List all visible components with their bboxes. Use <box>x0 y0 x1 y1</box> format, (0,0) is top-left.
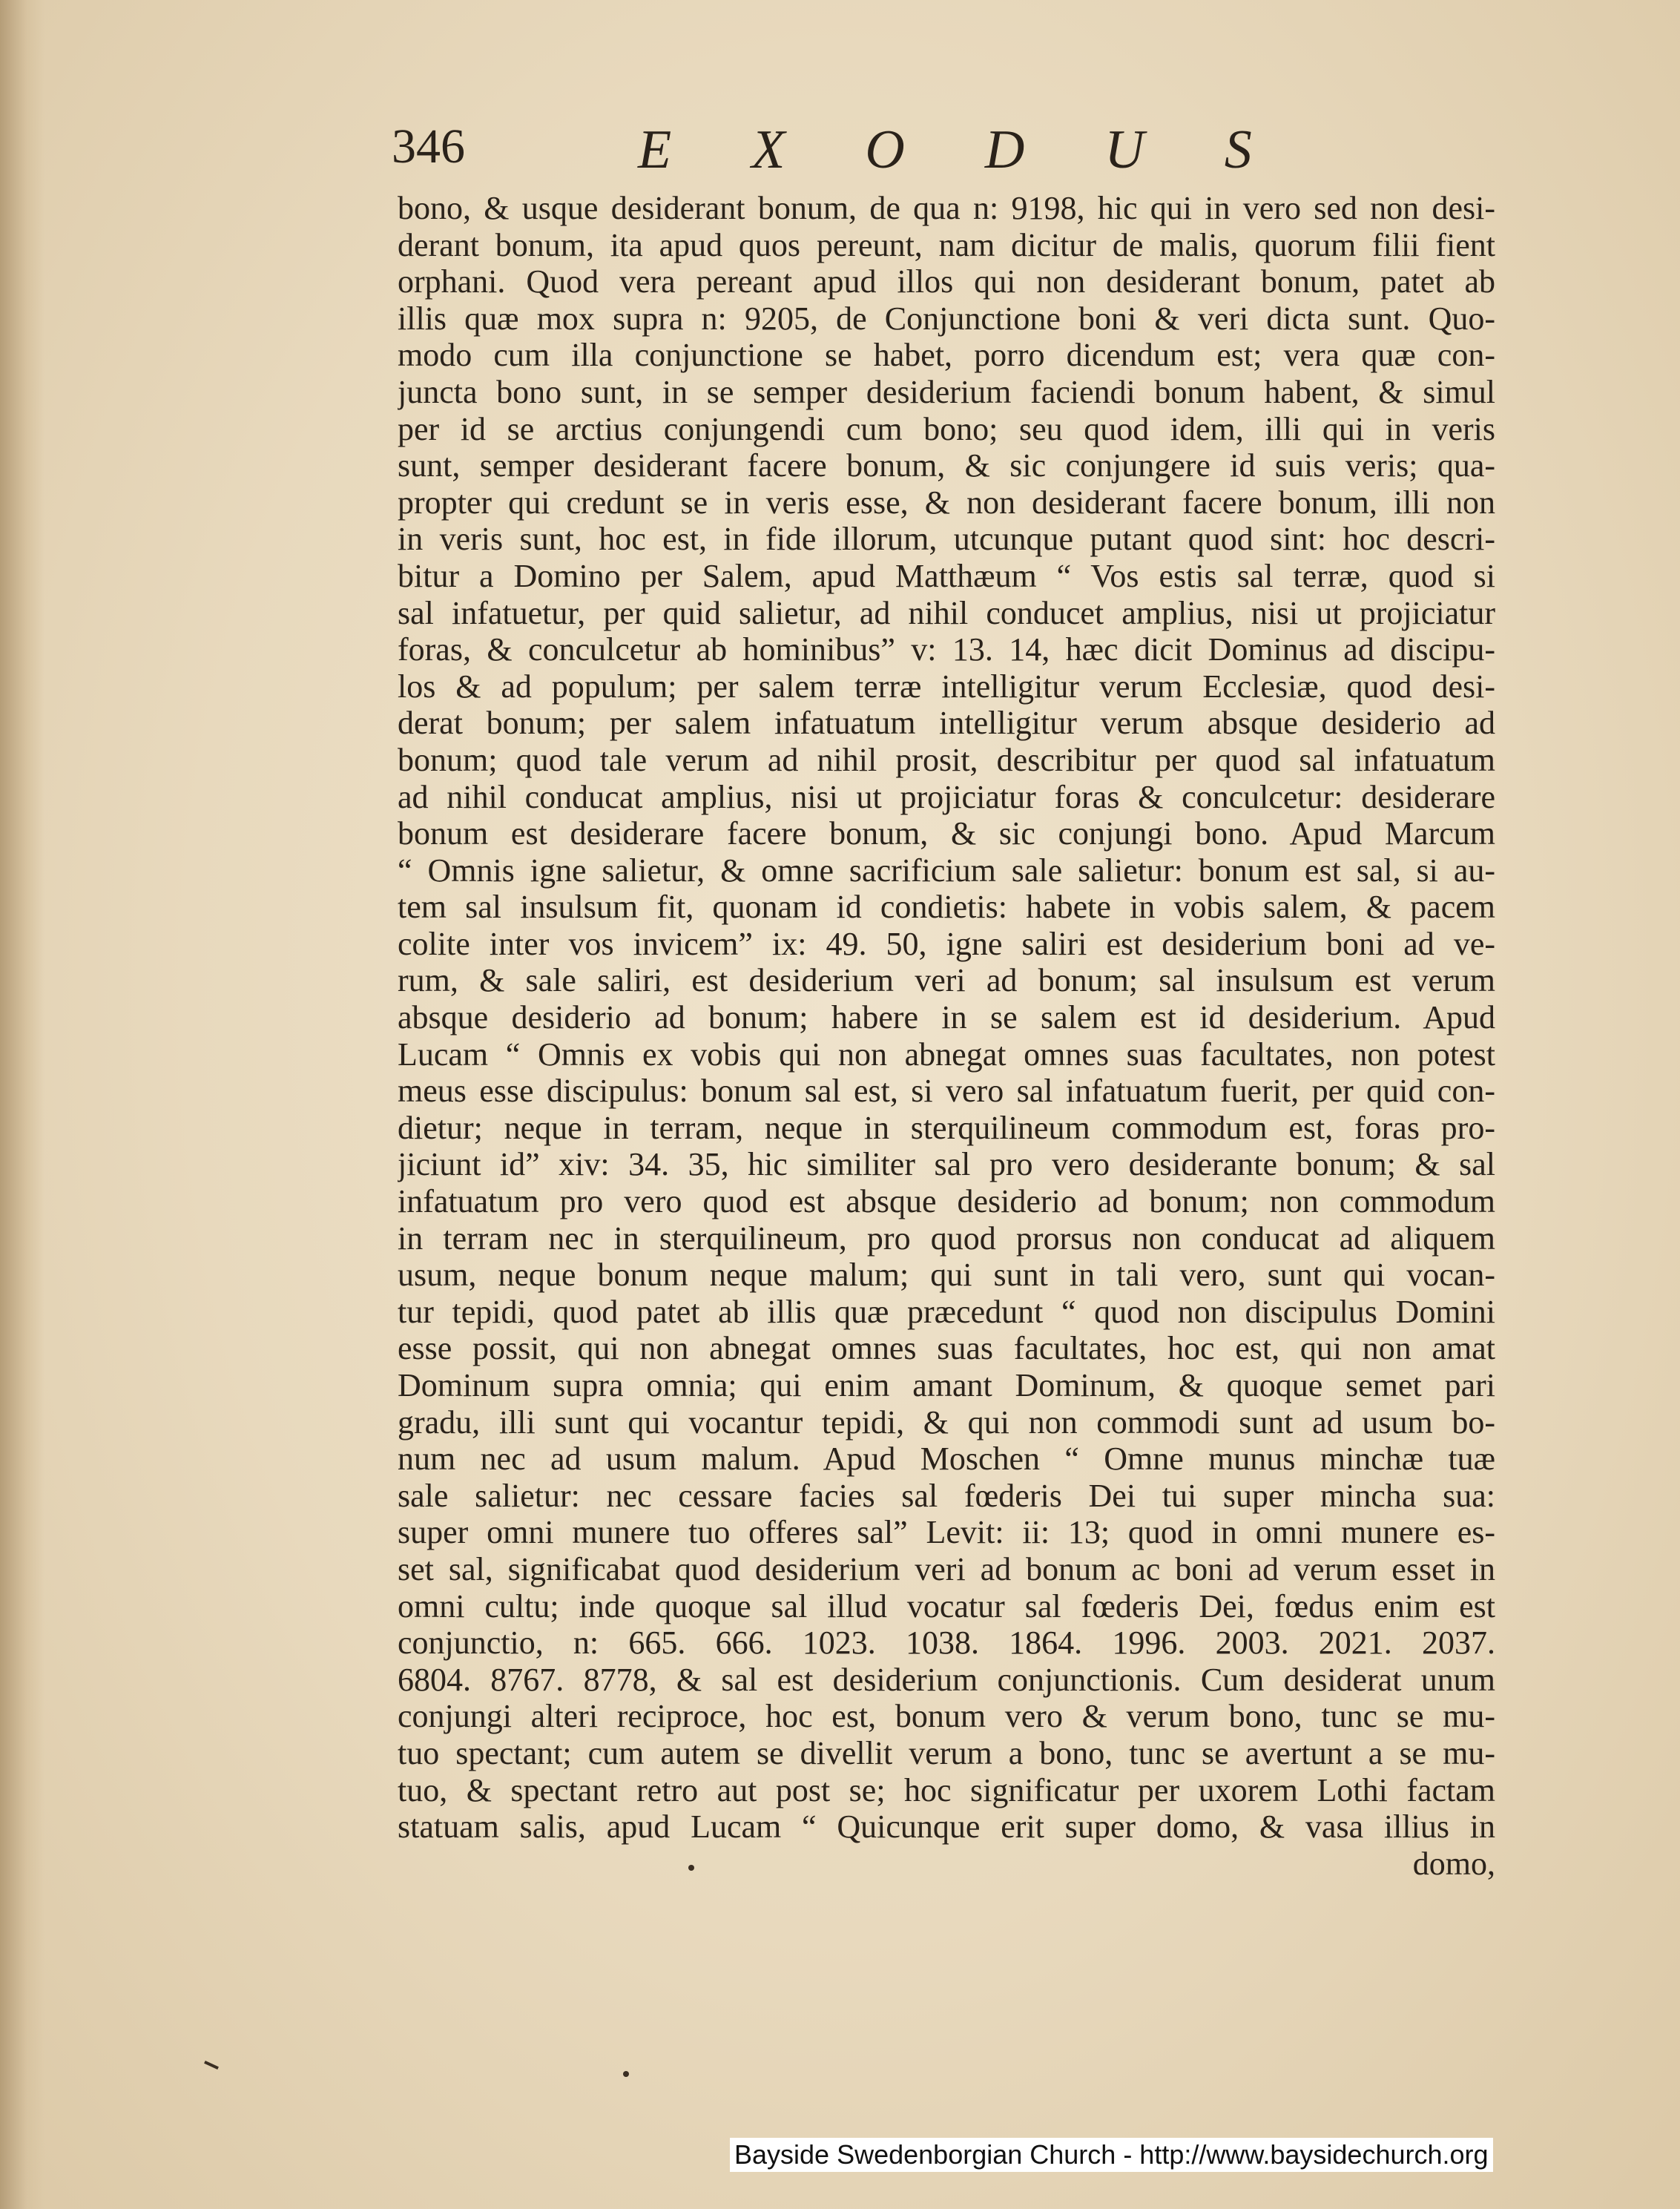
text-line: in veris sunt, hoc est, in fide illorum, utcunque putant quod sint: hoc descri- <box>398 521 1495 558</box>
text-line: propter qui credunt se in veris esse, & non desiderant facere bonum, illi non <box>398 484 1495 521</box>
text-line: los & ad populum; per salem terræ intelligitur verum Ecclesiæ, quod desi- <box>398 668 1495 705</box>
text-line: infatuatum pro vero quod est absque desiderio ad bonum; non commodum <box>398 1183 1495 1220</box>
text-line: sale salietur: nec cessare facies sal fœderis Dei tui super mincha sua: <box>398 1477 1495 1514</box>
text-line: 6804. 8767. 8778, & sal est desiderium conjunctionis. Cum desiderat unum <box>398 1661 1495 1698</box>
text-line: meus esse discipulus: bonum sal est, si vero sal infatuatum fuerit, per quid con- <box>398 1073 1495 1110</box>
text-line: tem sal insulsum fit, quonam id condietis: habete in vobis salem, & pacem <box>398 889 1495 926</box>
text-line: absque desiderio ad bonum; habere in se salem est id desiderium. Apud <box>398 999 1495 1036</box>
text-line: statuam salis, apud Lucam “ Quicunque erit super domo, & vasa illius in <box>398 1808 1495 1846</box>
text-line: super omni munere tuo offeres sal” Levit: ii: 13; quod in omni munere es- <box>398 1514 1495 1551</box>
text-line: illis quæ mox supra n: 9205, de Conjunctione boni & veri dicta sunt. Quo- <box>398 300 1495 337</box>
text-line: sunt, semper desiderant facere bonum, & sic conjungere id suis veris; qua- <box>398 447 1495 484</box>
text-line: bitur a Domino per Salem, apud Matthæum “ Vos estis sal terræ, quod si <box>398 557 1495 594</box>
text-line: Dominum supra omnia; qui enim amant Dominum, & quoque semet pari <box>398 1367 1495 1403</box>
text-line: esse possit, qui non abnegat omnes suas facultates, hoc est, qui non amat <box>398 1330 1495 1367</box>
text-line: per id se arctius conjungendi cum bono; seu quod idem, illi qui in veris <box>398 410 1495 447</box>
footer-credit: Bayside Swedenborgian Church - http://www.baysidechurch.org <box>730 2138 1493 2172</box>
text-line: tuo, & spectant retro aut post se; hoc significatur per uxorem Lothi factam <box>398 1771 1495 1808</box>
text-line: derat bonum; per salem infatuatum intelligitur verum absque desiderio ad <box>398 705 1495 742</box>
running-head: EXODUS <box>638 119 1332 180</box>
text-line: set sal, significabat quod desiderium veri ad bonum ac boni ad verum esset in <box>398 1550 1495 1587</box>
page-number: 346 <box>392 119 465 174</box>
text-line: bonum; quod tale verum ad nihil prosit, describitur per quod sal infatuatum <box>398 741 1495 778</box>
text-line: domo, <box>1412 1845 1495 1882</box>
page-spine-shadow <box>0 0 45 2209</box>
text-line: in terram nec in sterquilineum, pro quod prorsus non conducat ad aliquem <box>398 1219 1495 1257</box>
ink-dot <box>688 1865 694 1871</box>
ink-dot <box>623 2071 629 2077</box>
text-line: bono, & usque desiderant bonum, de qua n: 9198, hic qui in vero sed non desi- <box>398 190 1495 226</box>
text-line: gradu, illi sunt qui vocantur tepidi, & qui non commodi sunt ad usum bo- <box>398 1403 1495 1441</box>
text-line: rum, & sale saliri, est desiderium veri ad bonum; sal insulsum est verum <box>398 962 1495 999</box>
text-line: dietur; neque in terram, neque in sterquilineum commodum est, foras pro- <box>398 1109 1495 1146</box>
text-line: num nec ad usum malum. Apud Moschen “ Omne munus minchæ tuæ <box>398 1441 1495 1478</box>
text-line: conjunctio, n: 665. 666. 1023. 1038. 1864. 1996. 2003. 2021. 2037. <box>398 1624 1495 1662</box>
text-line: omni cultu; inde quoque sal illud vocatur sal fœderis Dei, fœdus enim est <box>398 1587 1495 1624</box>
text-line: bonum est desiderare facere bonum, & sic conjungi bono. Apud Marcum <box>398 815 1495 852</box>
text-line: conjungi alteri reciproce, hoc est, bonum vero & verum bono, tunc se mu- <box>398 1698 1495 1735</box>
text-line: jiciunt id” xiv: 34. 35, hic similiter sal pro vero desiderante bonum; & sal <box>398 1146 1495 1183</box>
text-line: tuo spectant; cum autem se divellit verum a bono, tunc se avertunt a se mu- <box>398 1734 1495 1771</box>
text-line: ad nihil conducat amplius, nisi ut projiciatur foras & conculcetur: desiderare <box>398 778 1495 815</box>
text-line: colite inter vos invicem” ix: 49. 50, igne saliri est desiderium boni ad ve- <box>398 925 1495 962</box>
body-text <box>398 190 1495 1882</box>
ink-mark <box>204 2061 219 2070</box>
text-line: sal infatuetur, per quid salietur, ad nihil conducet amplius, nisi ut projiciatur <box>398 594 1495 631</box>
text-line: orphani. Quod vera pereant apud illos qui non desiderant bonum, patet ab <box>398 263 1495 300</box>
text-line: usum, neque bonum neque malum; qui sunt in tali vero, sunt qui vocan- <box>398 1257 1495 1294</box>
text-line: derant bonum, ita apud quos pereunt, nam dicitur de malis, quorum filii fient <box>398 226 1495 263</box>
text-line: foras, & conculcetur ab hominibus” v: 13. 14, hæc dicit Dominus ad discipu- <box>398 631 1495 668</box>
text-line: tur tepidi, quod patet ab illis quæ præcedunt “ quod non discipulus Domini <box>398 1293 1495 1330</box>
text-line: Lucam “ Omnis ex vobis qui non abnegat omnes suas facultates, non potest <box>398 1036 1495 1073</box>
text-line: modo cum illa conjunctione se habet, porro dicendum est; vera quæ con- <box>398 337 1495 374</box>
text-line: juncta bono sunt, in se semper desiderium faciendi bonum habent, & simul <box>398 373 1495 410</box>
text-line: “ Omnis igne salietur, & omne sacrificium sale salietur: bonum est sal, si au- <box>398 852 1495 889</box>
